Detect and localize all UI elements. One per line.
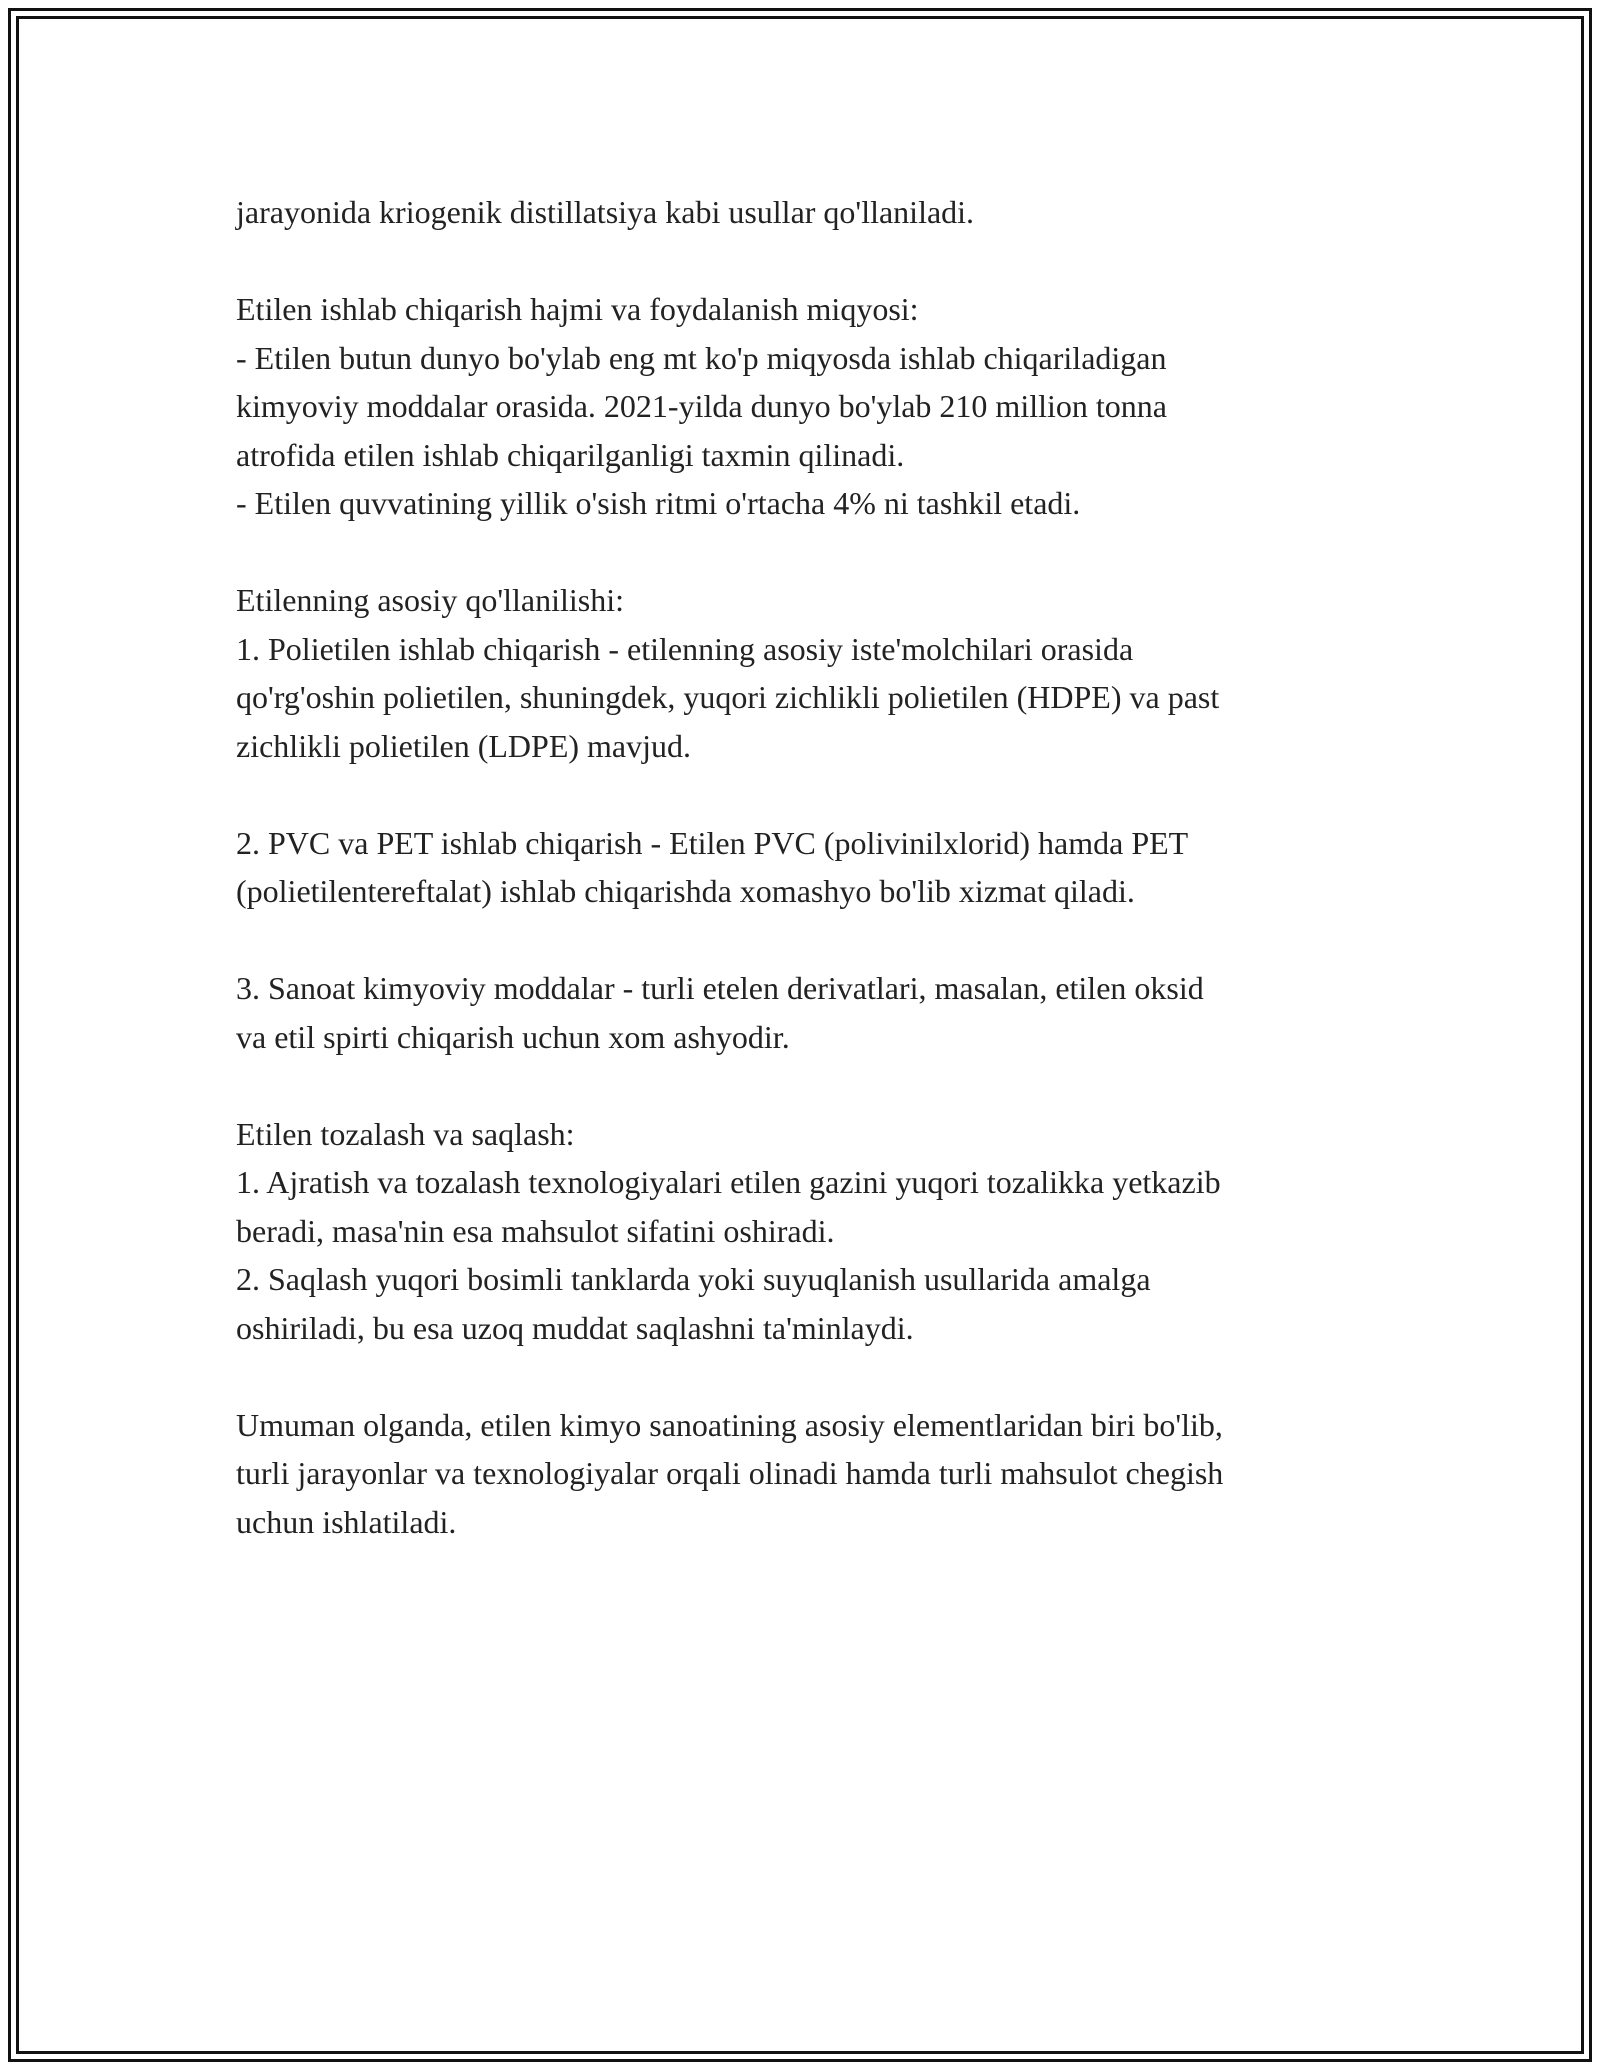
storage-line: 1. Ajratish va tozalash texnologiyalari etilen gazini yuqori tozalikka yetkazib xyxy=(236,1164,1221,1200)
storage-line: oshiriladi, bu esa uzoq muddat saqlashni ta'minlaydi. xyxy=(236,1309,914,1346)
storage-line: 2. Saqlash yuqori bosimli tanklarda yoki suyuqlanish usullarida amalga xyxy=(236,1261,1151,1297)
conclusion-line: turli jarayonlar va texnologiyalar orqali olinadi hamda turli mahsulot chegish xyxy=(236,1455,1224,1491)
production-line: atrofida etilen ishlab chiqarilganligi taxmin qilinadi. xyxy=(236,436,905,473)
storage-heading: Etilen tozalash va saqlash: xyxy=(236,1115,575,1152)
production-line: - Etilen quvvatining yillik o'sish ritmi o'rtacha 4% ni tashkil etadi. xyxy=(236,485,1081,521)
applications-item-3-line: va etil spirti chiqarish uchun xom ashyodir. xyxy=(236,1018,790,1055)
document-body xyxy=(236,188,1416,1546)
paragraph-gap xyxy=(236,528,1416,577)
applications-item-2-line: (polietilentereftalat) ishlab chiqarishda xomashyo bo'lib xizmat qiladi. xyxy=(236,873,1135,909)
production-line: kimyoviy moddalar orasida. 2021-yilda dunyo bo'ylab 210 million tonna xyxy=(236,388,1167,424)
paragraph-gap xyxy=(236,916,1416,965)
production-line: - Etilen butun dunyo bo'ylab eng mt ko'p miqyosda ishlab chiqariladigan xyxy=(236,339,1167,376)
applications-heading: Etilenning asosiy qo'llanilishi: xyxy=(236,582,624,618)
intro-line: jarayonida kriogenik distillatsiya kabi usullar qo'llaniladi. xyxy=(236,194,975,230)
conclusion-line: Umuman olganda, etilen kimyo sanoatining asosiy elementlaridan biri bo'lib, xyxy=(236,1406,1223,1443)
paragraph-gap xyxy=(236,770,1416,819)
storage-line: beradi, masa'nin esa mahsulot sifatini oshiradi. xyxy=(236,1212,835,1249)
applications-item-3-line: 3. Sanoat kimyoviy moddalar - turli etelen derivatlari, masalan, etilen oksid xyxy=(236,970,1204,1006)
paragraph-gap xyxy=(236,237,1416,286)
applications-item-2-line: 2. PVC va PET ishlab chiqarish - Etilen PVC (polivinilxlorid) hamda PET xyxy=(236,824,1189,861)
applications-item-1-line: 1. Polietilen ishlab chiqarish - etilenning asosiy iste'molchilari orasida xyxy=(236,630,1134,667)
applications-item-1-line: zichlikli polietilen (LDPE) mavjud. xyxy=(236,727,692,764)
conclusion-line: uchun ishlatiladi. xyxy=(236,1503,457,1540)
paragraph-gap xyxy=(236,1061,1416,1110)
paragraph-gap xyxy=(236,1352,1416,1401)
applications-item-1-line: qo'rg'oshin polietilen, shuningdek, yuqori zichlikli polietilen (HDPE) va past xyxy=(236,679,1220,715)
production-heading: Etilen ishlab chiqarish hajmi va foydalanish miqyosi: xyxy=(236,291,919,327)
